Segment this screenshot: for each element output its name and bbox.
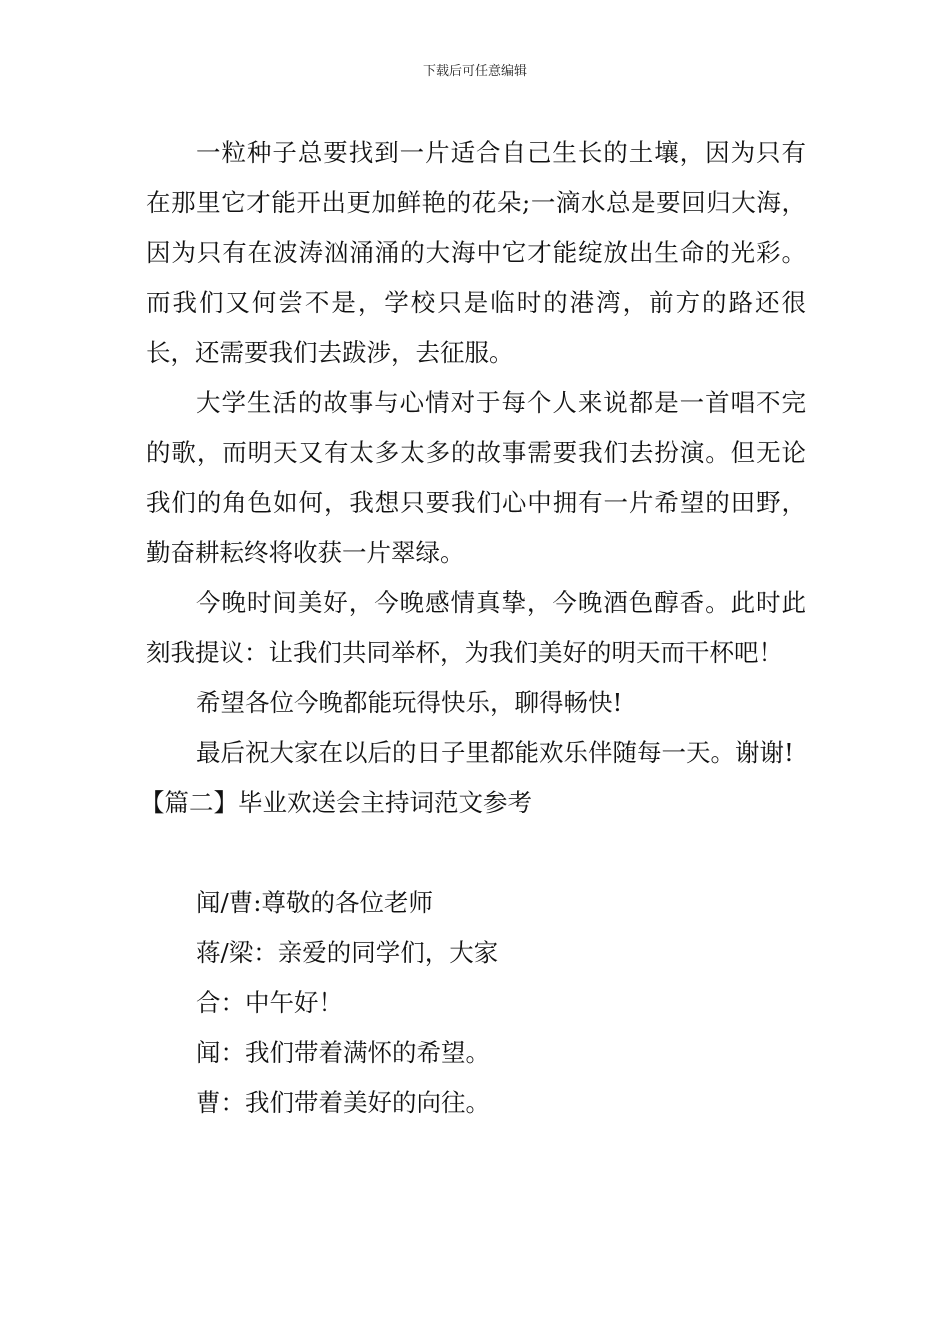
blank-line xyxy=(146,828,806,878)
document-body xyxy=(140,128,806,1128)
paragraph-2: 大学生活的故事与心情对于每个人来说都是一首唱不完的歌，而明天又有太多太多的故事需要我们去扮演。但无论我们的角色如何，我想只要我们心中拥有一片希望的田野，勤奋耕耘终将收获一片翠绿。 xyxy=(146,388,806,567)
section-title: 【篇二】毕业欢送会主持词范文参考 xyxy=(140,788,532,817)
dialogue-line-4: 闻：我们带着满怀的希望。 xyxy=(196,1038,490,1067)
paragraph-5: 最后祝大家在以后的日子里都能欢乐伴随每一天。谢谢! xyxy=(196,738,794,767)
paragraph-1: 一粒种子总要找到一片适合自己生长的土壤，因为只有在那里它才能开出更加鲜艳的花朵;一滴水总是要回归大海，因为只有在波涛汹涌涌的大海中它才能绽放出生命的光彩。而我们又何尝不是，学校只是临时的港湾，前方的路还很长，还需要我们去跋涉，去征服。 xyxy=(146,138,806,367)
dialogue-line-2: 蒋/梁：亲爱的同学们，大家 xyxy=(196,938,499,967)
dialogue-line-5: 曹：我们带着美好的向往。 xyxy=(196,1088,490,1117)
dialogue-line-3: 合：中午好！ xyxy=(196,988,343,1017)
paragraph-3: 今晚时间美好，今晚感情真挚，今晚酒色醇香。此时此刻我提议：让我们共同举杯，为我们美好的明天而干杯吧！ xyxy=(146,588,806,667)
page-header: 下载后可任意编辑 xyxy=(422,64,527,79)
paragraph-4: 希望各位今晚都能玩得快乐，聊得畅快! xyxy=(196,688,623,717)
dialogue-line-1: 闻/曹:尊敬的各位老师 xyxy=(196,888,434,917)
